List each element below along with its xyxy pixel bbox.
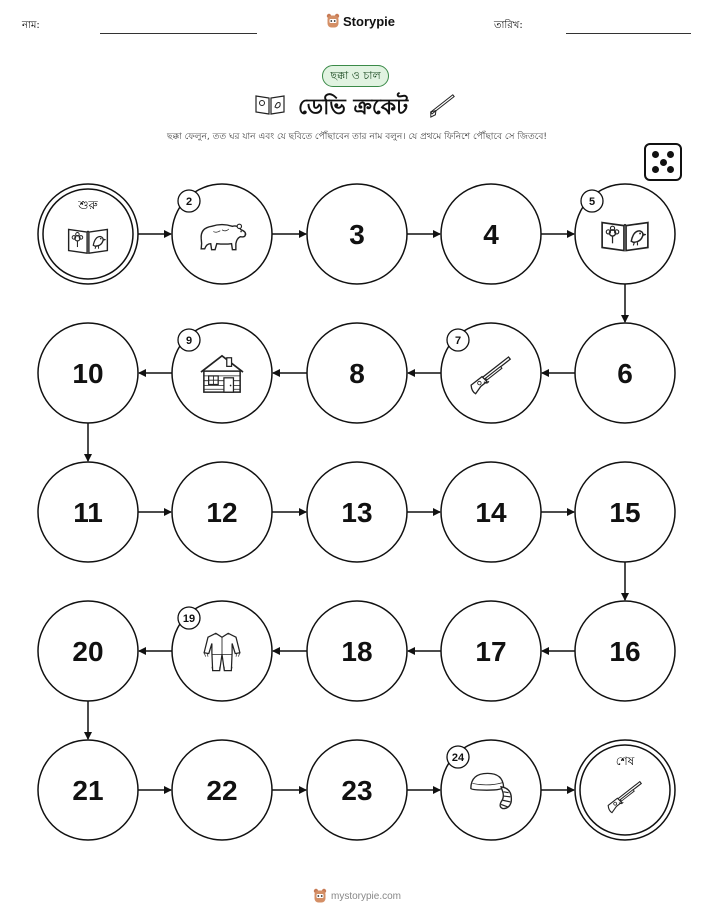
board-space-2[interactable] bbox=[172, 184, 272, 284]
date-label: তারিখ: bbox=[494, 20, 523, 31]
board-space-4[interactable] bbox=[441, 184, 541, 284]
board-space-16[interactable] bbox=[575, 601, 675, 701]
board-space-20[interactable] bbox=[38, 601, 138, 701]
name-label: নাম: bbox=[22, 20, 40, 31]
space-number: 5 bbox=[588, 196, 596, 208]
space-number: 14 bbox=[475, 497, 507, 528]
space-number: 19 bbox=[182, 613, 196, 625]
space-number: 12 bbox=[206, 497, 238, 528]
space-number: 8 bbox=[349, 358, 365, 389]
space-number: 17 bbox=[475, 636, 507, 667]
space-number: 15 bbox=[609, 497, 641, 528]
board-space-21[interactable] bbox=[38, 740, 138, 840]
space-number: 21 bbox=[72, 775, 104, 806]
space-number: 22 bbox=[206, 775, 238, 806]
board-space-22[interactable] bbox=[172, 740, 272, 840]
space-number: 16 bbox=[609, 636, 641, 667]
space-number: 24 bbox=[451, 752, 465, 764]
game-tag: ছক্কা ও চাল bbox=[322, 65, 389, 87]
page-title: ডেভি ক্রকেট bbox=[298, 95, 409, 120]
instructions: ছক্কা ফেলুন, তত ঘর যান এবং যে ছবিতে পৌঁছাবেন তার নাম বলুন। যে প্রথমে ফিনিশে পৌঁছাবে সে জিতবে! bbox=[167, 132, 547, 142]
board-space-7[interactable] bbox=[441, 323, 541, 423]
board-space-15[interactable] bbox=[575, 462, 675, 562]
space-number: 6 bbox=[617, 358, 633, 389]
space-number: 2 bbox=[185, 196, 193, 208]
footer-site[interactable]: mystorypie.com bbox=[330, 890, 401, 902]
space-label: শুরু bbox=[78, 198, 98, 212]
brand-name: Storypie bbox=[343, 13, 396, 29]
start-space[interactable] bbox=[38, 184, 138, 284]
space-number: 13 bbox=[341, 497, 373, 528]
space-number: 20 bbox=[72, 636, 104, 667]
board-space-14[interactable] bbox=[441, 462, 541, 562]
board-space-8[interactable] bbox=[307, 323, 407, 423]
space-number: 11 bbox=[73, 497, 103, 528]
board-space-18[interactable] bbox=[307, 601, 407, 701]
board-space-17[interactable] bbox=[441, 601, 541, 701]
board-space-12[interactable] bbox=[172, 462, 272, 562]
finish-space[interactable] bbox=[575, 740, 675, 840]
board-space-13[interactable] bbox=[307, 462, 407, 562]
space-number: 4 bbox=[483, 219, 499, 250]
space-number: 3 bbox=[349, 219, 365, 250]
space-number: 10 bbox=[72, 358, 104, 389]
footer bbox=[0, 888, 714, 904]
space-number: 7 bbox=[454, 335, 462, 347]
space-label: শেষ bbox=[615, 754, 635, 768]
board-space-3[interactable] bbox=[307, 184, 407, 284]
board-space-24[interactable] bbox=[441, 740, 541, 840]
board-space-11[interactable] bbox=[38, 462, 138, 562]
space-number: 23 bbox=[341, 775, 373, 806]
space-number: 9 bbox=[185, 335, 193, 347]
board-space-5[interactable] bbox=[575, 184, 675, 284]
board-cells bbox=[38, 184, 675, 840]
footer-mascot-icon bbox=[313, 888, 327, 904]
space-number: 18 bbox=[341, 636, 373, 667]
board-space-10[interactable] bbox=[38, 323, 138, 423]
board-space-6[interactable] bbox=[575, 323, 675, 423]
board-space-9[interactable] bbox=[172, 323, 272, 423]
board-space-23[interactable] bbox=[307, 740, 407, 840]
board-space-19[interactable] bbox=[172, 601, 272, 701]
